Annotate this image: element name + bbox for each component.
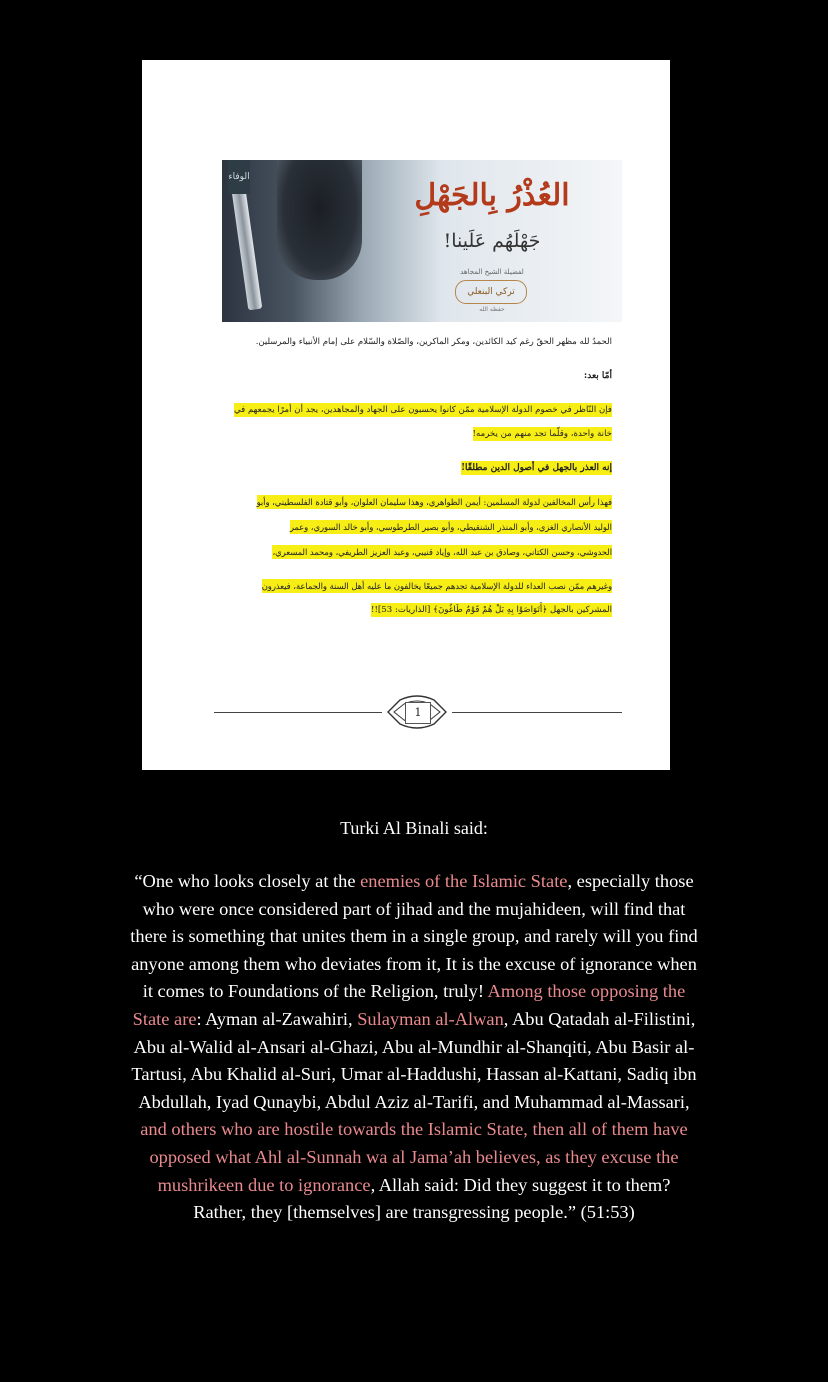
para1-line1-text: فإن النّاظر في خصوم الدولة الإسلامية ممّن كانوا يحسبون على الجهاد والمجاهدين، يجد أن أمرًا يجمعهم في — [233, 405, 612, 415]
publisher-badge: الوفاء — [228, 160, 250, 194]
para1-line2 — [473, 422, 612, 446]
amma-baad: أمّا بعد: — [583, 371, 612, 381]
translation-quote — [130, 868, 698, 1227]
book-subtitle: جَهْلَهُم عَلَينا! — [443, 230, 541, 252]
para2-line1 — [257, 490, 612, 514]
author-note: حفظه الله — [479, 306, 505, 313]
quote-highlight-1: enemies of the Islamic State — [360, 871, 568, 891]
para1-line1 — [234, 398, 612, 422]
quote-segment-4: , Abu Qatadah al-Filistini, Abu al-Walid al-Ansari al-Ghazi, Abu al-Mundhir al-Shanqiti, Abu Basir al-Tartusi, Abu Khalid al-Suri, Umar al-Haddushi, Hassan al-Kattani, Sadiq ibn Abdullah, Iyad Qunaybi, Abdul Aziz al-Tarifi, and Muhammad al-Massari, — [131, 1008, 697, 1112]
book-title: العُذْرُ بِالجَهْلِ — [414, 178, 570, 213]
inkwell-image — [277, 160, 362, 280]
para3-line1-text: وغيرهم ممّن نصب العداء للدولة الإسلامية تجدهم جميعًا يخالفون ما عليه أهل السنة والجماعة، فيعذرون — [261, 581, 612, 591]
quote-segment-5: , Allah said: Did they suggest it to them? Rather, they [themselves] are transgressing people.” (51:53) — [193, 1174, 671, 1223]
page-footer — [142, 690, 670, 734]
author-label: لفضيلة الشيخ المجاهد — [460, 268, 524, 276]
page-number: 1 — [405, 702, 431, 724]
para3-line2-text: المشركين بالجهل ﴿أَتَوَاصَوْا بِهِ بَلْ هُمْ قَوْمٌ طَاغُونَ﴾ [الذاريات: 53]!! — [371, 605, 612, 615]
quote-highlight-2: Among those opposing the State are — [132, 981, 686, 1029]
quote-segment-1: “One who looks closely at the — [134, 871, 361, 891]
para2-line2 — [290, 515, 612, 539]
para3-line1 — [262, 574, 612, 598]
book-cover-banner — [222, 160, 622, 322]
para2-line1-text: فهذا رأس المخالفين لدولة المسلمين: أيمن الظواهري، وهذا سليمان العلوان، وأبو قتادة الفلسطيني، وأبو — [256, 497, 612, 507]
document-page — [142, 60, 670, 770]
caption: Turki Al Binali said: — [340, 818, 488, 838]
intro-line: الحمدُ لله مظهر الحقّ رغم كيد الكائدين، ومكر الماكرين، والصّلاة والسّلام على إمام الأنبياء والمرسلين. — [255, 337, 612, 347]
para1-line2-text: خانة واحدة، وقلّما تجد منهم من يخرمه! — [472, 429, 612, 439]
para2-line3-text: الحدوشي، وحسن الكتاني، وصادق بن عبد الله، وإياد قنيبي، وعبد العزيز الطريفي، ومحمد المسعري، — [272, 547, 612, 557]
quote-highlight-3: Sulayman al-Alwan — [357, 1008, 504, 1029]
quote-segment-2: , especially those who were once considered part of jihad and the mujahideen, will find that there is something that unites them in a single group, and rarely will you find anyone among them who deviates from it, It is the excuse of ignorance when it comes to Foundations of the Religion, truly! — [130, 871, 698, 1002]
author-seal: تركي البنعلي — [455, 280, 527, 304]
para3-line2 — [371, 598, 612, 622]
quote-highlight-4: and others who are hostile towards the Islamic State, then all of them have opposed what Ahl al-Sunnah wa al Jama’ah believes, as they excuse the mushrikeen due to ignorance — [140, 1119, 688, 1195]
footer-rule-left — [214, 712, 382, 713]
section-heading — [461, 456, 612, 480]
section-heading-text: إنه العذر بالجهل في أصول الدين مطلقًا! — [461, 463, 612, 473]
para2-line2-text: الوليد الأنصاري الغزي، وأبو المنذر الشنقيطي، وأبو بصير الطرطوسي، وأبو خالد السوري، وعمر — [289, 522, 612, 532]
para2-line3 — [272, 540, 612, 564]
footer-rule-right — [452, 712, 622, 713]
quote-segment-3: : Ayman al-Zawahiri, — [196, 1008, 358, 1029]
pen-image — [232, 190, 263, 311]
